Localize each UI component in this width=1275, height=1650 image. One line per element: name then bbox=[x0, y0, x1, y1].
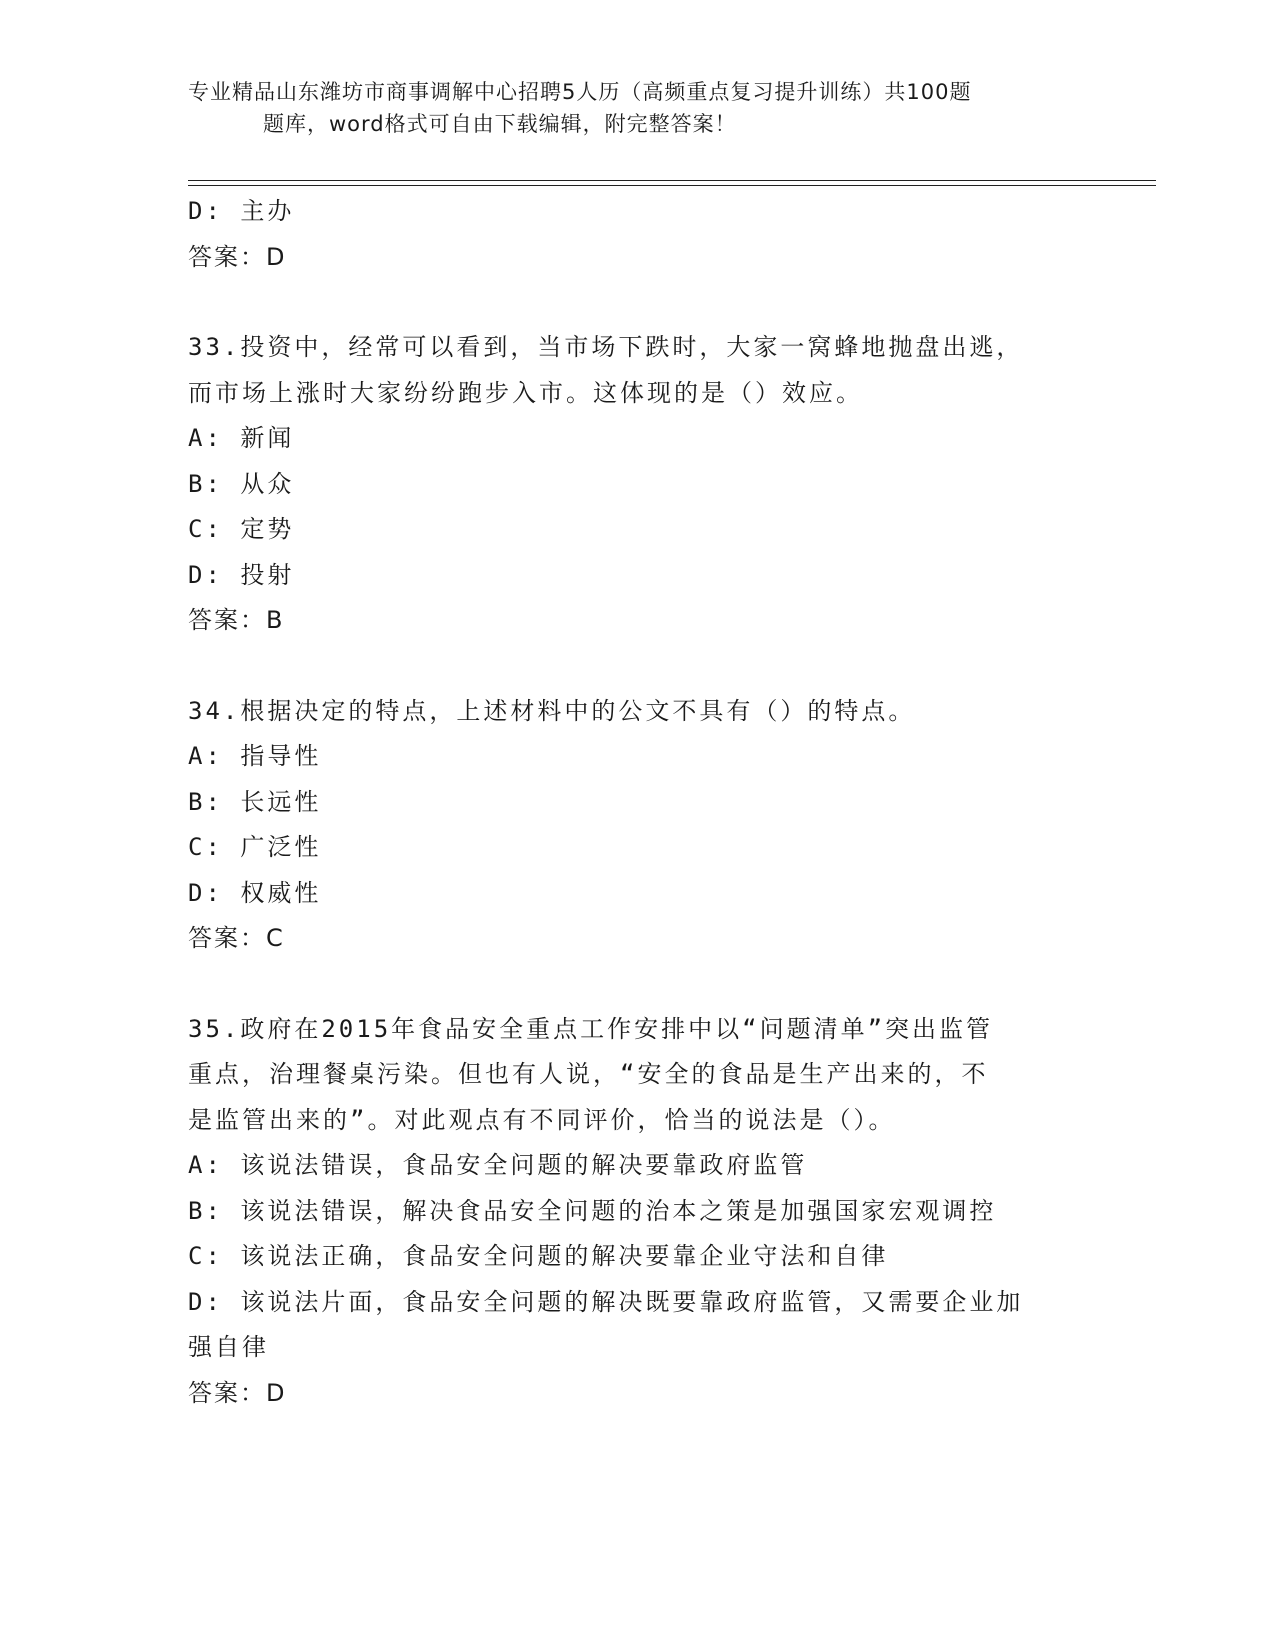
header-rule-top bbox=[188, 180, 1156, 181]
question-33 bbox=[188, 325, 1088, 644]
prev-answer: 答案：D bbox=[188, 242, 287, 271]
question-list bbox=[188, 189, 1088, 1416]
question-34-option-d: D: 权威性 bbox=[188, 878, 322, 907]
header-title-line1: 专业精品山东潍坊市商事调解中心招聘5人历（高频重点复习提升训练）共100题 bbox=[188, 80, 972, 104]
question-35-option-b: B: 该说法错误，解决食品安全问题的治本之策是加强国家宏观调控 bbox=[188, 1196, 997, 1225]
header-rule-bottom bbox=[188, 185, 1156, 186]
question-34-option-c: C: 广泛性 bbox=[188, 833, 322, 861]
question-35 bbox=[188, 1007, 1088, 1417]
spacer bbox=[188, 962, 1088, 1007]
question-35-option-d-line2: 强自律 bbox=[188, 1333, 269, 1361]
question-35-answer: 答案：D bbox=[188, 1378, 287, 1407]
spacer bbox=[188, 280, 1088, 325]
question-35-option-d-line1: D: 该说法片面，食品安全问题的解决既要靠政府监管，又需要企业加 bbox=[188, 1287, 1024, 1316]
question-34-option-a: A: 指导性 bbox=[188, 742, 322, 770]
spacer bbox=[188, 644, 1088, 689]
question-35-text-line2: 重点，治理餐桌污染。但也有人说，“安全的食品是生产出来的，不 bbox=[188, 1060, 989, 1088]
prev-option-d: D: 主办 bbox=[188, 197, 295, 225]
question-34-text-line1: 34.根据决定的特点，上述材料中的公文不具有（）的特点。 bbox=[188, 696, 916, 725]
question-35-option-a: A: 该说法错误，食品安全问题的解决要靠政府监管 bbox=[188, 1151, 808, 1179]
question-33-answer: 答案：B bbox=[188, 606, 285, 634]
question-33-text-line1: 33.投资中，经常可以看到，当市场下跌时，大家一窝蜂地抛盘出逃， bbox=[188, 333, 1024, 361]
question-34-option-b: B: 长远性 bbox=[188, 787, 322, 816]
document-header bbox=[188, 76, 1088, 140]
question-35-text-line1: 35.政府在2015年食品安全重点工作安排中以“问题清单”突出监管 bbox=[188, 1014, 994, 1043]
question-35-text-line3: 是监管出来的”。对此观点有不同评价，恰当的说法是（）。 bbox=[188, 1105, 896, 1134]
question-33-option-c: C: 定势 bbox=[188, 515, 295, 543]
question-33-text-line2: 而市场上涨时大家纷纷跑步入市。这体现的是（）效应。 bbox=[188, 378, 863, 407]
question-34-answer: 答案：C bbox=[188, 924, 285, 952]
question-34 bbox=[188, 689, 1088, 962]
header-title-line2: 题库，word格式可自由下载编辑，附完整答案！ bbox=[263, 112, 737, 136]
question-33-option-a: A: 新闻 bbox=[188, 424, 295, 452]
question-33-option-d: D: 投射 bbox=[188, 560, 295, 589]
question-33-option-b: B: 从众 bbox=[188, 469, 295, 498]
question-35-option-c: C: 该说法正确，食品安全问题的解决要靠企业守法和自律 bbox=[188, 1242, 889, 1270]
